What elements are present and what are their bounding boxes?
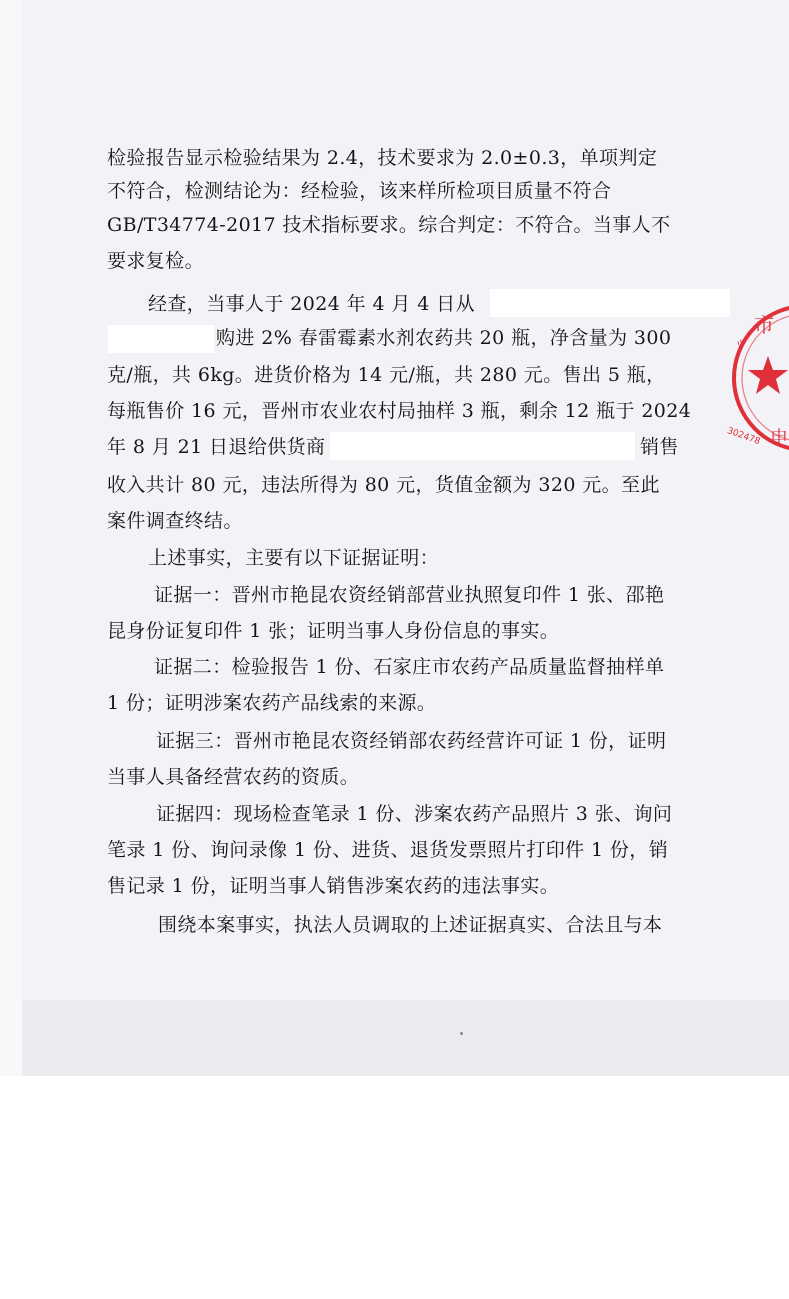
redaction-supplier-3 [330,432,635,460]
text-line-20: 笔录 1 份、询问录像 1 份、进货、退货发票照片打印件 1 份，销 [107,839,669,861]
scan-margin [0,0,22,1076]
redaction-supplier-2 [108,325,214,353]
text-line-9-end: 销售 [640,436,679,458]
text-line-16: 1 份；证明涉案农药产品线索的来源。 [107,692,437,714]
text-line-4: 要求复检。 [107,250,205,272]
text-line-6: 购进 2% 春雷霉素水剂农药共 20 瓶，净含量为 300 [216,327,672,349]
scan-shadow [22,1000,789,1076]
redaction-supplier-1 [490,289,730,317]
official-seal [706,298,789,458]
text-line-10: 收入共计 80 元，违法所得为 80 元，货值金额为 320 元。至此 [107,474,660,496]
text-line-8: 每瓶售价 16 元，晋州市农业农村局抽样 3 瓶，剩余 12 瓶于 2024 [107,400,692,422]
scan-speck [460,1032,463,1035]
text-line-7: 克/瓶，共 6kg。进货价格为 14 元/瓶，共 280 元。售出 5 瓶， [107,364,666,386]
seal-mark: 〃 [732,335,749,353]
text-line-12: 上述事实，主要有以下证据证明： [148,547,440,569]
text-line-15: 证据二：检验报告 1 份、石家庄市农药产品质量监督抽样单 [154,656,665,678]
text-line-13: 证据一：晋州市艳昆农资经销部营业执照复印件 1 张、邵艳 [154,584,665,606]
text-line-21: 售记录 1 份，证明当事人销售涉案农药的违法事实。 [107,875,560,897]
text-line-14: 昆身份证复印件 1 张；证明当事人身份信息的事实。 [107,620,560,642]
text-line-22: 围绕本案事实，执法人员调取的上述证据真实、合法且与本 [158,914,663,936]
text-line-9: 年 8 月 21 日退给供货商 [107,436,326,458]
text-line-5: 经查，当事人于 2024 年 4 月 4 日从 [148,293,475,315]
seal-star [748,356,788,394]
text-line-2: 不符合，检测结论为：经检验，该来样所检项目质量不符合 [107,180,612,202]
text-line-11: 案件调查终结。 [107,510,243,532]
seal-char-side: 申 [770,428,788,449]
text-line-18: 当事人具备经营农药的资质。 [107,766,360,788]
text-line-17: 证据三：晋州市艳昆农资经销部农药经营许可证 1 份，证明 [156,730,667,752]
seal-char-top: 市 [754,313,774,337]
text-line-19: 证据四：现场检查笔录 1 份、涉案农药产品照片 3 张、询问 [156,803,673,825]
seal-number: 302478 [725,426,762,448]
text-line-3: GB/T34774-2017 技术指标要求。综合判定：不符合。当事人不 [107,214,671,236]
text-line-1: 检验报告显示检验结果为 2.4，技术要求为 2.0±0.3，单项判定 [107,147,658,169]
